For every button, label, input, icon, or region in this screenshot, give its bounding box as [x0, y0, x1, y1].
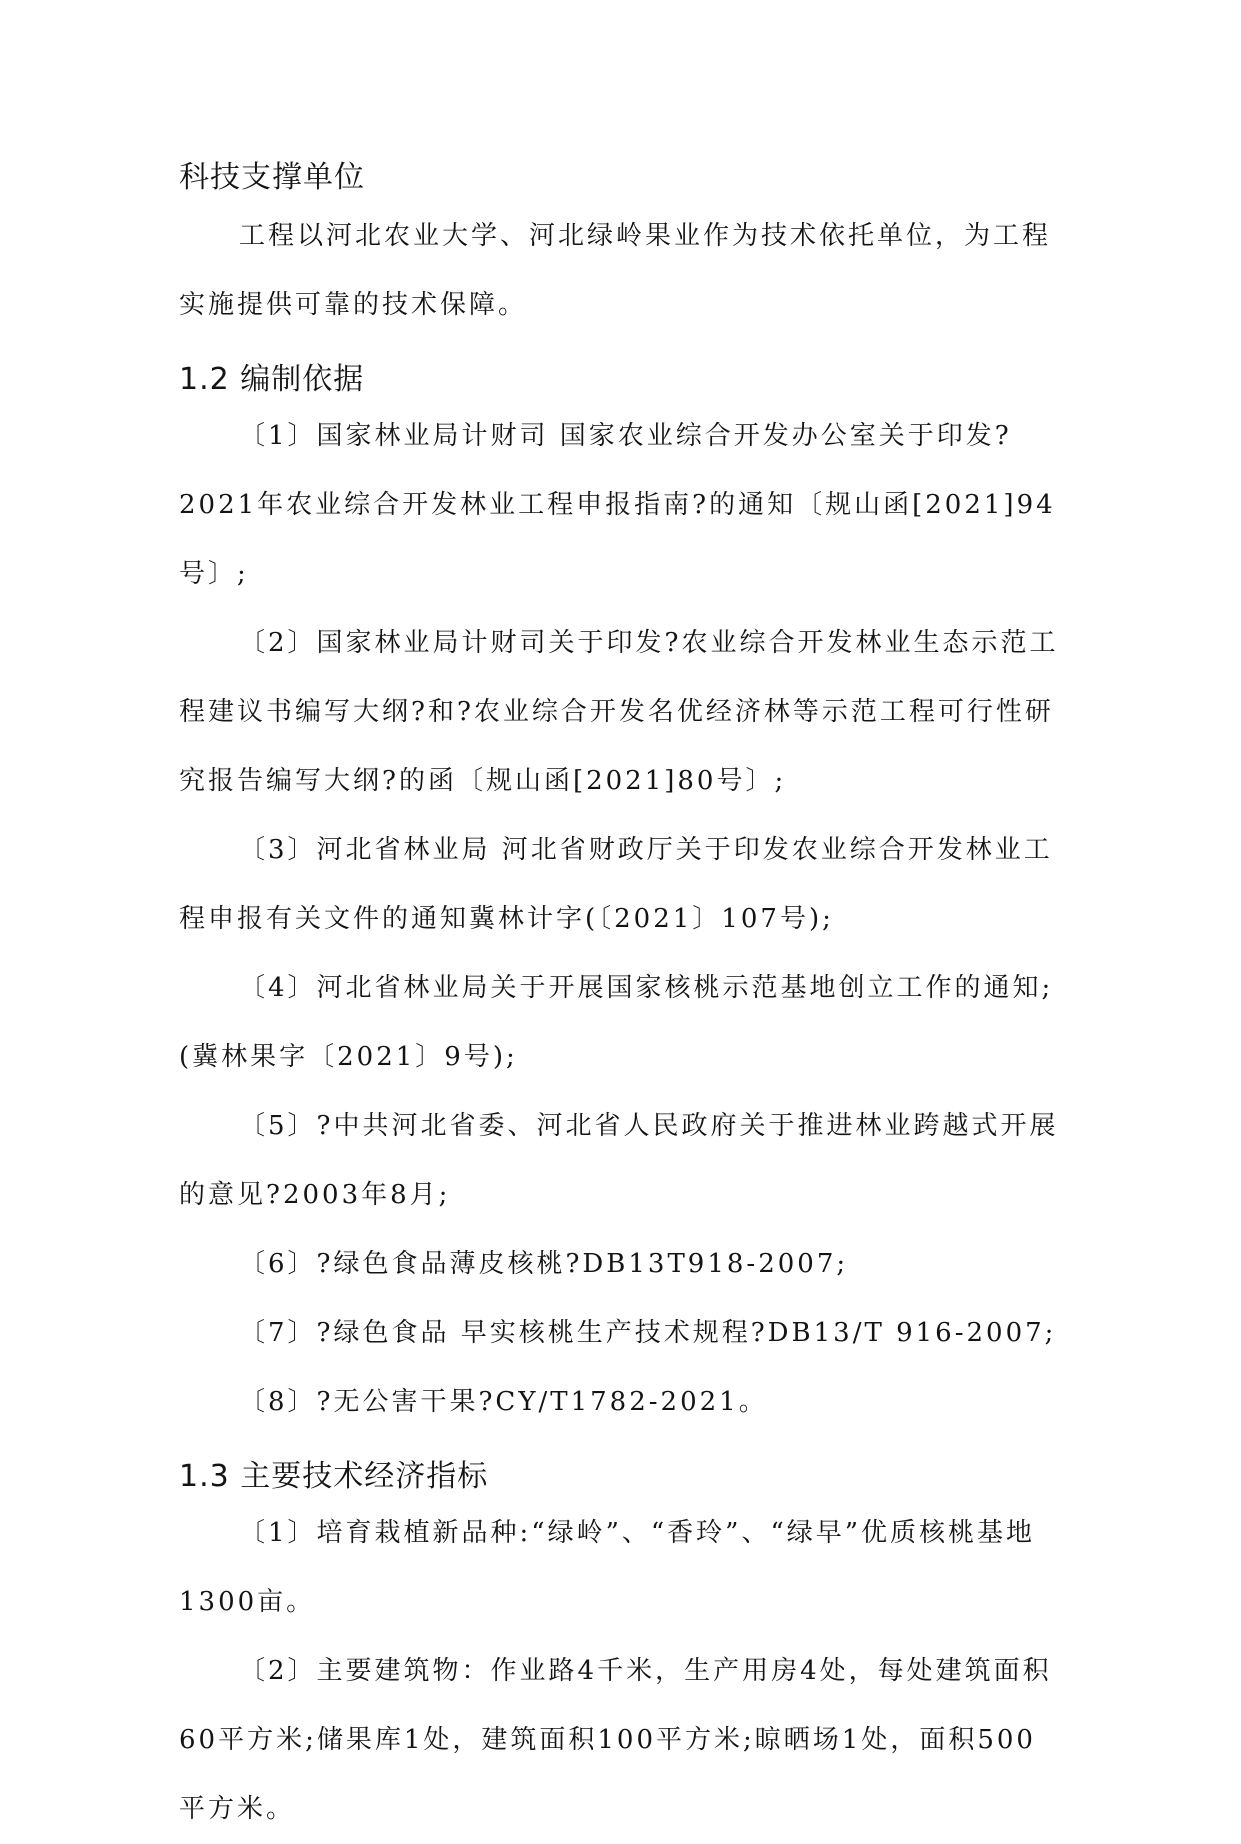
paragraph-tech-support: 工程以河北农业大学、河北绿岭果业作为技术依托单位，为工程实施提供可靠的技术保障。: [179, 221, 1052, 320]
heading-compilation-basis: 1.2 编制依据: [179, 362, 365, 397]
heading-tech-support: 科技支撑单位: [179, 160, 365, 195]
basis-item-5: 〔5〕?中共河北省委、河北省人民政府关于推进林业跨越式开展的意见?2003年8月;: [179, 1111, 1059, 1210]
indicator-item-1: 〔1〕培育栽植新品种:“绿岭”、“香玲”、“绿早”优质核桃基地1300亩。: [179, 1518, 1036, 1617]
basis-item-3: 〔3〕河北省林业局 河北省财政厅关于印发农业综合开发林业工程申报有关文件的通知冀林计字(〔2021〕107号);: [179, 835, 1053, 934]
document-page: [179, 158, 1059, 1844]
basis-item-8: 〔8〕?无公害干果?CY/T1782-2021。: [239, 1387, 768, 1417]
basis-item-6: 〔6〕?绿色食品薄皮核桃?DB13T918-2007;: [239, 1249, 849, 1279]
indicator-item-2: 〔2〕主要建筑物：作业路4千米，生产用房4处，每处建筑面积60平方米;储果库1处，建筑面积100平方米;晾晒场1处，面积500平方米。: [179, 1656, 1052, 1824]
basis-item-2: 〔2〕国家林业局计财司关于印发?农业综合开发林业生态示范工程建议书编写大纲?和?农业综合开发名优经济林等示范工程可行性研究报告编写大纲?的函〔规山函[2021]80号〕;: [179, 628, 1059, 796]
heading-key-indicators: 1.3 主要技术经济指标: [179, 1459, 489, 1494]
basis-item-1: 〔1〕国家林业局计财司 国家农业综合开发办公室关于印发?2021年农业综合开发林业工程申报指南?的通知〔规山函[2021]94号〕;: [179, 421, 1056, 589]
basis-item-4: 〔4〕河北省林业局关于开展国家核桃示范基地创立工作的通知;(冀林果字〔2021〕9号);: [179, 973, 1054, 1072]
basis-item-7: 〔7〕?绿色食品 早实核桃生产技术规程?DB13/T 916-2007;: [239, 1318, 1057, 1348]
